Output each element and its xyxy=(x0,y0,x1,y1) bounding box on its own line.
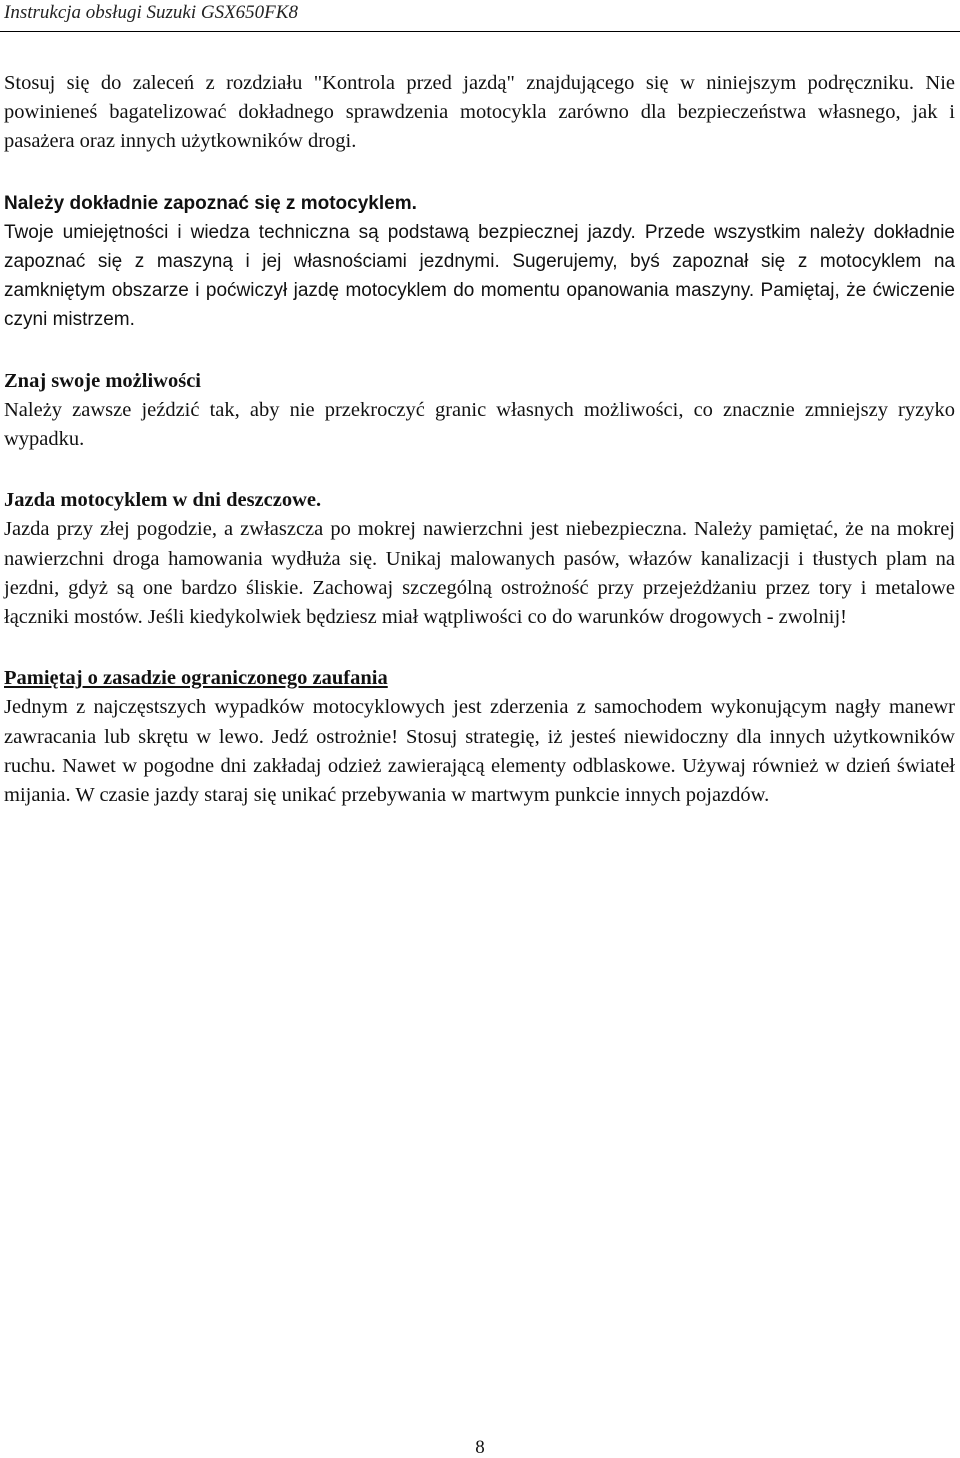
section-know-limits-heading: Znaj swoje możliwości xyxy=(4,369,202,392)
section-know-limits xyxy=(4,367,955,455)
page-number: 8 xyxy=(475,1437,485,1458)
section-rainy-days xyxy=(4,486,955,632)
running-header: Instrukcja obsługi Suzuki GSX650FK8 xyxy=(4,2,298,23)
section-limited-trust-text: Jednym z najczęstszych wypadków motocyklowych jest zderzenia z samochodem wykonującym nagły manewr zawracania lub skrętu w lewo. Jedź ostrożnie! Stosuj strategię, iż jesteś niewidoczny dla innych użytkowników ruchu. Nawet w pogodne dni zakładaj odzież zawierającą elementy odblaskowe. Używaj również w dzień świateł mijania. W czasie jazdy staraj się unikać przebywania w martwym punkcie innych pojazdów. xyxy=(4,696,955,807)
header-rule xyxy=(0,31,960,32)
section-know-limits-text: Należy zawsze jeździć tak, aby nie przekroczyć granic własnych możliwości, co znacznie zmniejszy ryzyko wypadku. xyxy=(4,398,955,451)
section-know-motorcycle xyxy=(4,189,955,335)
document-body xyxy=(4,69,955,842)
section-know-motorcycle-heading: Należy dokładnie zapoznać się z motocyklem. xyxy=(4,192,417,214)
section-limited-trust-heading: Pamiętaj o zasadzie ograniczonego zaufania xyxy=(4,667,388,690)
section-rainy-days-heading: Jazda motocyklem w dni deszczowe. xyxy=(4,489,322,512)
section-limited-trust xyxy=(4,664,955,810)
section-intro xyxy=(4,69,955,157)
section-rainy-days-text: Jazda przy złej pogodzie, a zwłaszcza po mokrej nawierzchni jest niebezpieczna. Należy pamiętać, że na mokrej nawierzchni droga hamowania wydłuża się. Unikaj malowanych pasów, włazów kanalizacji i tłustych plam na jezdni, gdyż są one bardzo śliskie. Zachowaj szczególną ostrożność przy przejeżdżaniu przez tory i metalowe łączniki mostów. Jeśli kiedykolwiek będziesz miał wątpliwości co do warunków drogowych - zwolnij! xyxy=(4,518,955,629)
section-know-motorcycle-text: Twoje umiejętności i wiedza techniczna są podstawą bezpiecznej jazdy. Przede wszystkim należy dokładnie zapoznać się z maszyną i jej własnościami jezdnymi. Sugerujemy, byś zapoznał się z motocyklem na zamkniętym obszarze i poćwiczył jazdę motocyklem do momentu opanowania maszyny. Pamiętaj, że ćwiczenie czyni mistrzem. xyxy=(4,221,955,331)
section-intro-text: Stosuj się do zaleceń z rozdziału "Kontrola przed jazdą" znajdującego się w niniejszym podręczniku. Nie powinieneś bagatelizować dokładnego sprawdzenia motocykla zarówno dla bezpieczeństwa własnego, jak i pasażera oraz innych użytkowników drogi. xyxy=(4,72,955,153)
